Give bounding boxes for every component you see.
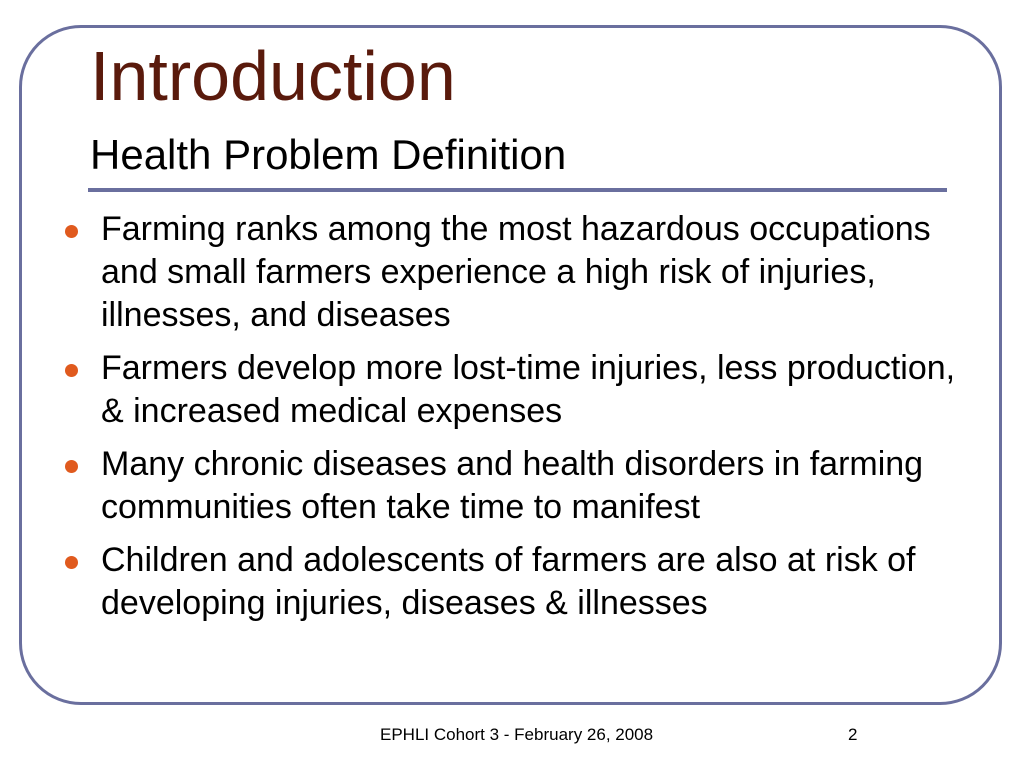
slide-title: Introduction [90, 37, 456, 115]
slide-number: 2 [848, 725, 858, 744]
bullet-item [60, 347, 985, 433]
bullet-text: Many chronic diseases and health disorders in farming communities often take time to manifest [101, 445, 924, 526]
bullet-dot-icon [65, 460, 78, 473]
bullet-dot-icon [65, 225, 78, 238]
title-divider [88, 188, 947, 192]
slide-subtitle: Health Problem Definition [90, 131, 567, 178]
bullet-dot-icon [65, 364, 78, 377]
bullet-text: Farmers develop more lost-time injuries, less production, & increased medical expenses [101, 349, 956, 430]
bullet-text: Children and adolescents of farmers are also at risk of developing injuries, diseases & illnesses [101, 541, 916, 622]
bullet-item [60, 443, 985, 529]
bullet-list [60, 208, 985, 635]
bullet-item [60, 539, 985, 625]
footer-text: EPHLI Cohort 3 - February 26, 2008 [380, 725, 654, 744]
bullet-text: Farming ranks among the most hazardous occupations and small farmers experience a high risk of injuries, illnesses, and diseases [101, 210, 931, 334]
bullet-dot-icon [65, 556, 78, 569]
bullet-item [60, 208, 985, 337]
